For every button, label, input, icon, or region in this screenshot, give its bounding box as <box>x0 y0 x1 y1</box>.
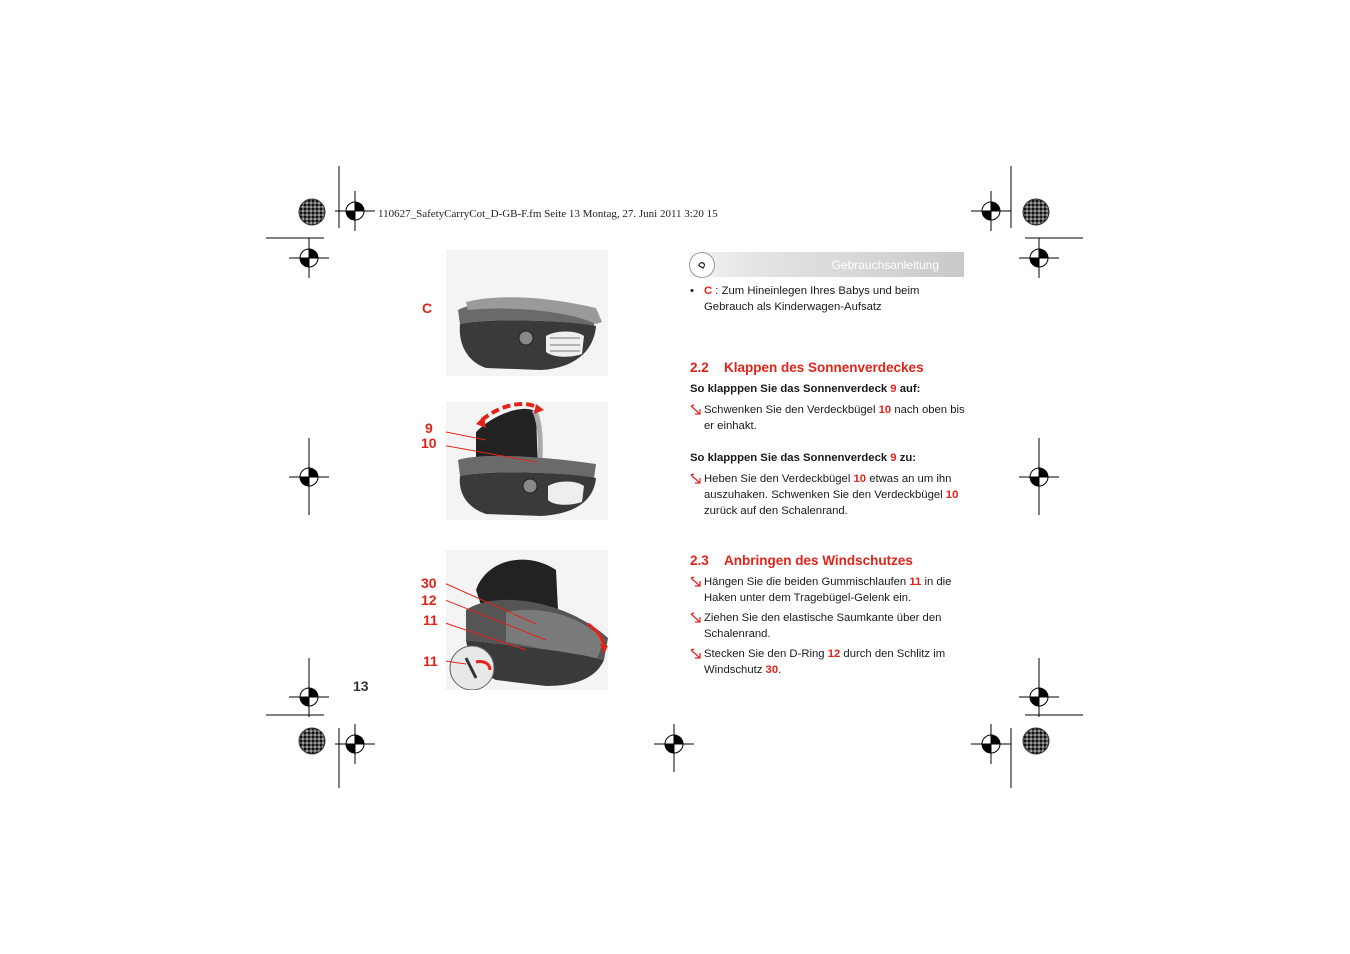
windshield-step-2: Ziehen Sie den elastische Saumkante über den Schalenrand. <box>690 610 965 642</box>
bullet-text: : Zum Hineinlegen Ihres Babys und beim Gebrauch als Kinderwagen-Aufsatz <box>704 285 920 313</box>
canopy-image <box>446 402 608 520</box>
step-arrow-icon <box>690 612 702 624</box>
close-heading: So klapppen Sie das Sonnenverdeck 9 zu: <box>690 452 917 464</box>
figure-label-11: 11 <box>423 612 438 628</box>
windshield-image <box>446 550 608 690</box>
figure-carry-cot-c <box>422 250 608 376</box>
step-arrow-icon <box>690 648 702 660</box>
section-tab-title: Gebrauchsanleitung <box>831 258 939 272</box>
carry-cot-image <box>446 250 608 376</box>
figure-label-c: C <box>422 300 433 316</box>
section-tab <box>690 252 964 277</box>
section-heading: 2.3 Anbringen des Windschutzes <box>690 553 913 568</box>
section-2-2 <box>690 360 965 519</box>
close-step: Heben Sie den Verdeckbügel 10 etwas an um ihn auszuhaken. Schwenken Sie den Verdeckbügel 10 zurück auf den Schalenrand. <box>690 471 965 519</box>
windshield-step-3: Stecken Sie den D-Ring 12 durch den Schlitz im Windschutz 30. <box>690 646 965 678</box>
page-number: 13 <box>353 678 369 694</box>
open-step: Schwenken Sie den Verdeckbügel 10 nach oben bis er einhakt. <box>690 402 965 434</box>
figure-canopy <box>421 402 608 520</box>
step-arrow-icon <box>690 473 702 485</box>
open-heading: So klapppen Sie das Sonnenverdeck 9 auf: <box>690 383 921 395</box>
windshield-step-1: Hängen Sie die beiden Gummischlaufen 11 in die Haken unter dem Tragebügel-Gelenk ein. <box>690 574 965 606</box>
file-header: 110627_SafetyCarryCot_D-GB-F.fm Seite 13 Montag, 27. Juni 2011 3:20 15 <box>378 208 718 220</box>
language-badge: D <box>684 247 720 283</box>
figure-label-9: 9 <box>425 420 433 436</box>
section-2-3 <box>690 553 965 678</box>
figure-label-10: 10 <box>421 435 437 451</box>
bullet-label: C <box>704 285 713 297</box>
figure-label-30: 30 <box>421 575 437 591</box>
figure-windshield <box>421 550 608 690</box>
section-heading: 2.2 Klappen des Sonnenverdeckes <box>690 360 924 375</box>
figure-label-11-detail: 11 <box>423 653 438 669</box>
step-arrow-icon <box>690 404 702 416</box>
step-arrow-icon <box>690 576 702 588</box>
figure-label-12: 12 <box>421 592 437 608</box>
intro-bullet: • C : Zum Hineinlegen Ihres Babys und beim Gebrauch als Kinderwagen-Aufsatz <box>690 285 920 313</box>
